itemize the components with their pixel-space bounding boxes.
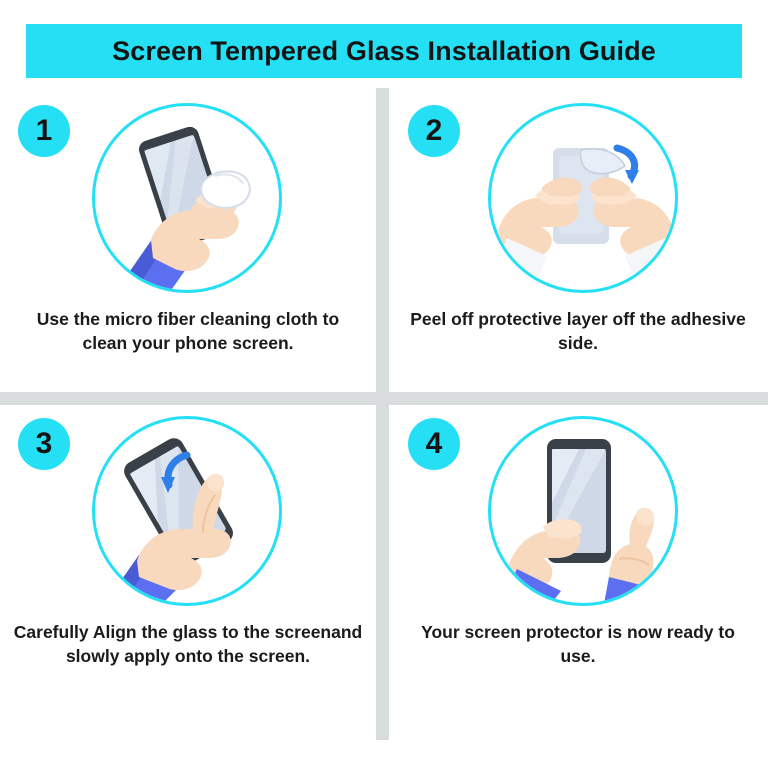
align-glass-icon <box>92 416 282 606</box>
step-3-caption: Carefully Align the glass to the screenand slowly apply onto the screen. <box>13 622 363 667</box>
step-1-illustration <box>92 103 282 293</box>
step-1 <box>0 95 376 395</box>
step-3-number-badge <box>18 418 70 470</box>
step-4-number: 4 <box>425 427 443 460</box>
step-3-number: 3 <box>35 427 53 460</box>
peel-layer-icon <box>488 103 678 293</box>
step-2-illustration <box>488 103 678 293</box>
step-2 <box>390 95 766 395</box>
step-4-illustration <box>488 416 678 606</box>
step-1-caption: Use the micro fiber cleaning cloth to clean your phone screen. <box>36 309 340 354</box>
step-4-number-badge <box>408 418 460 470</box>
step-2-number-badge <box>408 105 460 157</box>
step-3-illustration <box>92 416 282 606</box>
vertical-divider <box>376 88 389 740</box>
step-4 <box>390 408 766 708</box>
step-4-caption: Your screen protector is now ready to use. <box>421 622 735 667</box>
step-2-caption: Peel off protective layer off the adhesive side. <box>410 309 746 354</box>
page-title: Screen Tempered Glass Installation Guide <box>112 35 656 66</box>
step-2-number: 2 <box>425 114 443 147</box>
step-1-number-badge <box>18 105 70 157</box>
title-bar <box>26 24 742 78</box>
step-3 <box>0 408 376 708</box>
step-1-number: 1 <box>35 114 53 147</box>
thumbs-up-phone-icon <box>488 416 678 606</box>
phone-wipe-icon <box>92 103 282 293</box>
